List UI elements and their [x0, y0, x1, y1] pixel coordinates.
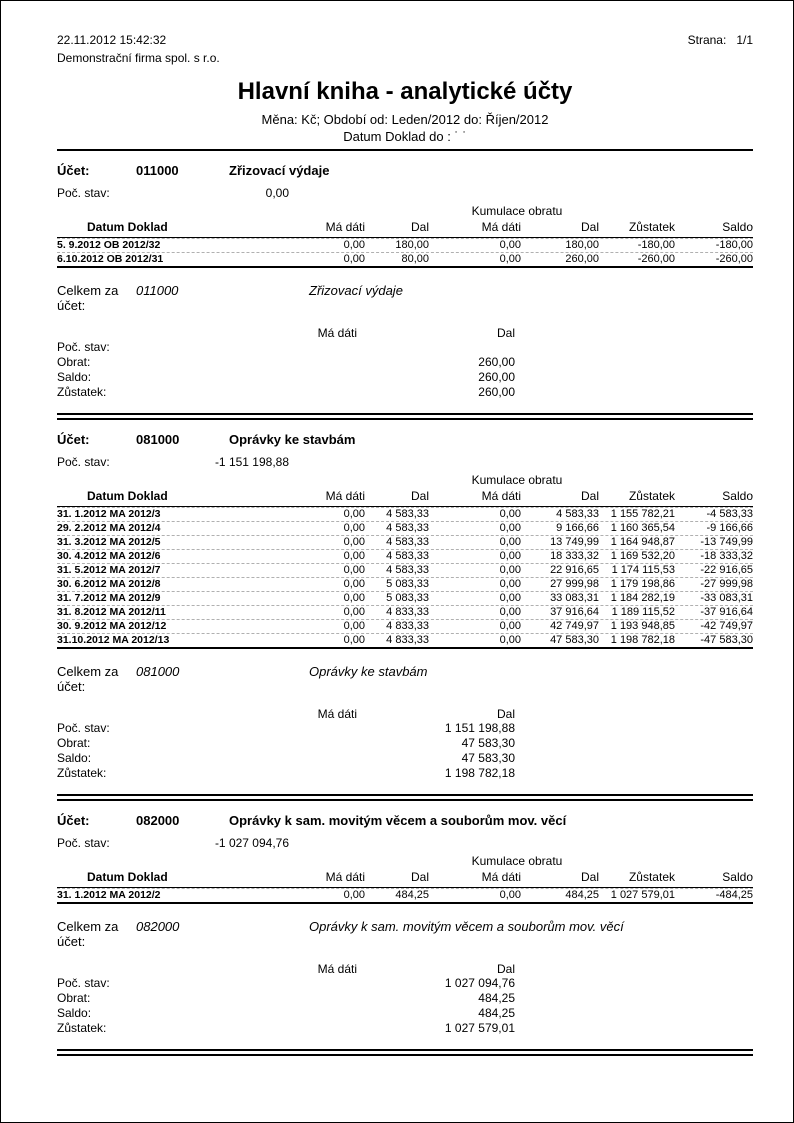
- cell-amount: 0,00: [343, 239, 365, 251]
- summary-rows: [57, 721, 753, 781]
- account-name: Zřizovací výdaje: [229, 163, 330, 178]
- summary-row-label: Zůstatek:: [57, 1021, 107, 1035]
- cell-amount: 4 833,33: [386, 634, 429, 646]
- section-separator: [57, 794, 753, 801]
- summary-dal-header: Dal: [496, 707, 515, 721]
- summary-madati-value: [237, 766, 357, 781]
- column-header: Saldo: [722, 870, 753, 884]
- summary-row: [57, 370, 753, 385]
- summary-madati-value: [237, 976, 357, 991]
- summary-madati-value: [237, 1021, 357, 1036]
- initial-state-row: [57, 836, 753, 850]
- account-header: [57, 163, 753, 178]
- cell-amount: 1 198 782,18: [610, 634, 675, 646]
- summary-madati-value: [237, 991, 357, 1006]
- summary-row-label: Obrat:: [57, 355, 91, 369]
- section-separator: [57, 413, 753, 420]
- cell-amount: 4 583,33: [386, 522, 429, 534]
- summary-account-number: 011000: [136, 283, 179, 298]
- page-indicator: [688, 33, 753, 47]
- cell-amount: -47 583,30: [700, 634, 753, 646]
- column-header: Dal: [410, 220, 429, 234]
- page-label: Strana:: [687, 33, 727, 47]
- cell-amount: 0,00: [343, 522, 365, 534]
- table-row: [57, 633, 753, 647]
- summary-dal-value: 47 583,30: [461, 736, 515, 750]
- cell-amount: 0,00: [499, 592, 521, 604]
- cumulation-label: Kumulace obratu: [471, 854, 563, 868]
- summary-account-name: Zřizovací výdaje: [309, 283, 403, 298]
- account-section: [57, 813, 753, 1056]
- cell-amount: 0,00: [343, 253, 365, 265]
- report-subtitle: Měna: Kč; Období od: Leden/2012 do: Říjen/2012: [261, 112, 549, 127]
- cumulation-label: Kumulace obratu: [471, 473, 563, 487]
- cell-date-doklad: 29. 2.2012 MA 2012/4: [57, 522, 161, 534]
- cell-amount: -260,00: [715, 253, 753, 265]
- summary-madati-value: [237, 385, 357, 400]
- cell-amount: 484,25: [395, 889, 429, 901]
- summary-madati-value: [237, 721, 357, 736]
- column-header: Datum Doklad: [87, 220, 168, 234]
- account-name: Oprávky k sam. movitým věcem a souborům mov. věcí: [229, 813, 567, 828]
- cell-amount: 4 833,33: [386, 620, 429, 632]
- cell-amount: 0,00: [499, 620, 521, 632]
- summary-dal-value: 1 198 782,18: [444, 766, 515, 780]
- summary-dal-value: 260,00: [478, 355, 515, 369]
- summary-madati-value: [237, 340, 357, 355]
- cell-amount: 33 083,31: [550, 592, 599, 604]
- cell-date-doklad: 30. 9.2012 MA 2012/12: [57, 620, 167, 632]
- total-for-account-label: Celkem za účet:: [57, 919, 119, 949]
- cell-amount: 0,00: [343, 508, 365, 520]
- summary-row: [57, 736, 753, 751]
- table-row: [57, 549, 753, 563]
- cell-amount: 42 749,97: [550, 620, 599, 632]
- cell-amount: -180,00: [637, 239, 675, 251]
- table-row: [57, 535, 753, 549]
- table-row: [57, 888, 753, 902]
- summary-madati-value: [237, 1006, 357, 1021]
- cell-amount: 0,00: [343, 578, 365, 590]
- initial-state-label: Poč. stav:: [57, 455, 110, 469]
- initial-state-value: -1 151 198,88: [214, 455, 289, 469]
- table-row: [57, 591, 753, 605]
- column-header: Datum Doklad: [87, 870, 168, 884]
- account-number: 011000: [136, 163, 179, 178]
- sections: [57, 163, 753, 1056]
- account-number: 081000: [136, 432, 180, 447]
- cell-amount: 0,00: [499, 550, 521, 562]
- summary-row-label: Saldo:: [57, 1006, 92, 1020]
- cell-amount: -484,25: [715, 889, 753, 901]
- summary-row: [57, 721, 753, 736]
- column-header: Má dáti: [325, 220, 365, 234]
- date-filter-value: ˙ ˙: [454, 129, 467, 144]
- table-row: [57, 619, 753, 633]
- detail-header-row: [57, 489, 753, 507]
- initial-state-value: 0,00: [265, 186, 289, 200]
- account-number: 082000: [136, 813, 180, 828]
- summary-dal-value: 47 583,30: [461, 751, 515, 765]
- cell-date-doklad: 31. 5.2012 MA 2012/7: [57, 564, 161, 576]
- account-header: [57, 813, 753, 828]
- date-filter-label: Datum Doklad do :: [343, 129, 451, 144]
- cell-amount: 1 164 948,87: [610, 536, 675, 548]
- column-header: Zůstatek: [628, 870, 675, 884]
- account-summary: [57, 283, 753, 400]
- report-title: Hlavní kniha - analytické účty: [237, 78, 573, 105]
- total-for-account-label: Celkem za účet:: [57, 664, 119, 694]
- summary-header-row: [57, 326, 753, 340]
- cell-amount: 0,00: [499, 889, 521, 901]
- cell-date-doklad: 31. 7.2012 MA 2012/9: [57, 592, 161, 604]
- summary-account-name: Oprávky k sam. movitým věcem a souborům mov. věcí: [309, 919, 624, 934]
- cell-date-doklad: 31. 1.2012 MA 2012/3: [57, 508, 161, 520]
- cell-amount: -260,00: [637, 253, 675, 265]
- date-filter-line: [57, 129, 753, 144]
- cell-amount: 80,00: [401, 253, 429, 265]
- summary-row: [57, 385, 753, 400]
- cell-amount: 9 166,66: [556, 522, 599, 534]
- section-separator: [57, 1049, 753, 1056]
- cell-amount: 5 083,33: [386, 592, 429, 604]
- table-row: [57, 563, 753, 577]
- cell-amount: 4 583,33: [386, 550, 429, 562]
- cell-amount: 5 083,33: [386, 578, 429, 590]
- initial-state-row: [57, 186, 753, 200]
- cell-amount: 18 333,32: [550, 550, 599, 562]
- cell-amount: 260,00: [565, 253, 599, 265]
- table-row: [57, 238, 753, 252]
- summary-dal-value: 484,25: [478, 1006, 515, 1020]
- cell-amount: 0,00: [499, 634, 521, 646]
- summary-madati-value: [237, 355, 357, 370]
- summary-madati-header: Má dáti: [317, 707, 357, 721]
- summary-title-row: [57, 664, 753, 694]
- account-header: [57, 432, 753, 447]
- summary-dal-value: 484,25: [478, 991, 515, 1005]
- cell-amount: 4 583,33: [556, 508, 599, 520]
- column-header: Zůstatek: [628, 220, 675, 234]
- cell-amount: 27 999,98: [550, 578, 599, 590]
- cell-amount: 484,25: [565, 889, 599, 901]
- detail-header-row: [57, 870, 753, 888]
- summary-account-number: 081000: [136, 664, 180, 679]
- total-for-account-label: Celkem za účet:: [57, 283, 119, 313]
- cumulation-label: Kumulace obratu: [471, 204, 563, 218]
- cell-date-doklad: 31. 1.2012 MA 2012/2: [57, 889, 161, 901]
- cell-amount: 0,00: [499, 239, 521, 251]
- cell-amount: 4 583,33: [386, 536, 429, 548]
- account-summary: [57, 919, 753, 1036]
- cell-amount: 37 916,64: [550, 606, 599, 618]
- column-header: Saldo: [722, 220, 753, 234]
- summary-row-label: Saldo:: [57, 370, 92, 384]
- summary-row: [57, 1021, 753, 1036]
- initial-state-label: Poč. stav:: [57, 836, 110, 850]
- cell-amount: 4 583,33: [386, 564, 429, 576]
- cell-amount: 1 174 115,53: [611, 564, 675, 576]
- initial-state-value: -1 027 094,76: [214, 836, 289, 850]
- summary-rows: [57, 340, 753, 400]
- summary-dal-value: 260,00: [478, 385, 515, 399]
- cell-amount: 0,00: [499, 508, 521, 520]
- summary-title-row: [57, 919, 753, 949]
- summary-madati-header: Má dáti: [317, 326, 357, 340]
- summary-title-row: [57, 283, 753, 313]
- summary-dal-value: 1 151 198,88: [444, 721, 515, 735]
- cell-amount: 0,00: [499, 536, 521, 548]
- summary-row-label: Poč. stav:: [57, 721, 110, 735]
- account-label: Účet:: [57, 163, 90, 178]
- summary-dal-header: Dal: [496, 326, 515, 340]
- cell-amount: 0,00: [343, 606, 365, 618]
- cell-amount: 1 169 532,20: [610, 550, 675, 562]
- cell-amount: 1 160 365,54: [610, 522, 675, 534]
- column-header: Má dáti: [325, 870, 365, 884]
- table-row: [57, 507, 753, 521]
- cell-amount: 4 833,33: [386, 606, 429, 618]
- summary-header-row: [57, 962, 753, 976]
- cell-amount: 1 027 579,01: [610, 889, 675, 901]
- cell-amount: 1 189 115,52: [611, 606, 675, 618]
- cell-amount: 47 583,30: [550, 634, 599, 646]
- summary-row-label: Saldo:: [57, 751, 92, 765]
- cell-amount: 0,00: [499, 253, 521, 265]
- cell-date-doklad: 31.10.2012 MA 2012/13: [57, 634, 170, 646]
- cell-amount: -180,00: [715, 239, 753, 251]
- cell-amount: -18 333,32: [700, 550, 753, 562]
- cell-date-doklad: 30. 6.2012 MA 2012/8: [57, 578, 161, 590]
- cell-amount: 180,00: [395, 239, 429, 251]
- column-header: Dal: [580, 870, 599, 884]
- column-header: Dal: [580, 489, 599, 503]
- detail-header-row: [57, 220, 753, 238]
- cell-amount: 0,00: [343, 564, 365, 576]
- company-name: Demonstrační firma spol. s r.o.: [57, 51, 220, 65]
- summary-row: [57, 991, 753, 1006]
- cell-date-doklad: 31. 8.2012 MA 2012/11: [57, 606, 166, 618]
- cell-amount: -13 749,99: [700, 536, 753, 548]
- cell-amount: 13 749,99: [550, 536, 599, 548]
- column-header: Dal: [410, 870, 429, 884]
- cell-amount: -22 916,65: [700, 564, 753, 576]
- detail-rows: [57, 238, 753, 268]
- cell-amount: 1 155 782,21: [610, 508, 675, 520]
- table-row: [57, 577, 753, 591]
- cell-amount: -42 749,97: [700, 620, 753, 632]
- cell-amount: 0,00: [499, 606, 521, 618]
- cell-amount: 1 193 948,85: [610, 620, 675, 632]
- summary-madati-header: Má dáti: [317, 962, 357, 976]
- header-rule: [57, 149, 753, 151]
- cell-amount: 0,00: [499, 522, 521, 534]
- summary-row: [57, 976, 753, 991]
- initial-state-label: Poč. stav:: [57, 186, 110, 200]
- summary-madati-value: [237, 751, 357, 766]
- summary-madati-value: [237, 370, 357, 385]
- cell-amount: 1 184 282,19: [610, 592, 675, 604]
- summary-row: [57, 355, 753, 370]
- table-row: [57, 605, 753, 619]
- column-header: Zůstatek: [628, 489, 675, 503]
- cell-amount: 0,00: [343, 889, 365, 901]
- account-label: Účet:: [57, 813, 90, 828]
- column-header: Má dáti: [325, 489, 365, 503]
- cell-amount: 0,00: [343, 550, 365, 562]
- summary-row-label: Obrat:: [57, 736, 91, 750]
- cell-amount: 4 583,33: [386, 508, 429, 520]
- summary-row-label: Poč. stav:: [57, 340, 110, 354]
- summary-madati-value: [237, 736, 357, 751]
- column-header: Saldo: [722, 489, 753, 503]
- cell-amount: 0,00: [499, 564, 521, 576]
- cell-date-doklad: 30. 4.2012 MA 2012/6: [57, 550, 161, 562]
- detail-rows: [57, 507, 753, 649]
- report-content: [1, 1, 753, 1056]
- cell-amount: -4 583,33: [706, 508, 753, 520]
- summary-row: [57, 340, 753, 355]
- column-header: Má dáti: [481, 220, 521, 234]
- summary-row: [57, 1006, 753, 1021]
- summary-account-number: 082000: [136, 919, 180, 934]
- summary-dal-value: [357, 340, 515, 355]
- cell-amount: -9 166,66: [706, 522, 753, 534]
- account-section: [57, 432, 753, 801]
- cell-date-doklad: 6.10.2012 OB 2012/31: [57, 253, 164, 265]
- account-label: Účet:: [57, 432, 90, 447]
- summary-row: [57, 751, 753, 766]
- summary-row-label: Obrat:: [57, 991, 91, 1005]
- summary-dal-value: 1 027 094,76: [444, 976, 515, 990]
- column-header: Dal: [410, 489, 429, 503]
- summary-row-label: Poč. stav:: [57, 976, 110, 990]
- account-name: Oprávky ke stavbám: [229, 432, 356, 447]
- detail-rows: [57, 888, 753, 904]
- account-summary: [57, 664, 753, 781]
- summary-dal-header: Dal: [496, 962, 515, 976]
- summary-account-name: Oprávky ke stavbám: [309, 664, 428, 679]
- initial-state-row: [57, 455, 753, 469]
- column-header: Dal: [580, 220, 599, 234]
- summary-header-row: [57, 707, 753, 721]
- page-number: 1/1: [736, 33, 753, 47]
- table-row: [57, 521, 753, 535]
- cell-amount: 1 179 198,86: [610, 578, 675, 590]
- cell-amount: 0,00: [343, 620, 365, 632]
- cell-amount: 0,00: [343, 634, 365, 646]
- column-header: Má dáti: [481, 870, 521, 884]
- cell-amount: -27 999,98: [700, 578, 753, 590]
- cell-amount: 0,00: [343, 536, 365, 548]
- cell-date-doklad: 5. 9.2012 OB 2012/32: [57, 239, 161, 251]
- column-header: Má dáti: [481, 489, 521, 503]
- cell-amount: -33 083,31: [700, 592, 753, 604]
- summary-row: [57, 766, 753, 781]
- cell-amount: 0,00: [343, 592, 365, 604]
- account-section: [57, 163, 753, 420]
- cell-amount: 22 916,65: [550, 564, 599, 576]
- cell-amount: 0,00: [499, 578, 521, 590]
- summary-rows: [57, 976, 753, 1036]
- summary-row-label: Zůstatek:: [57, 766, 107, 780]
- cell-amount: 180,00: [565, 239, 599, 251]
- summary-row-label: Zůstatek:: [57, 385, 107, 399]
- table-row: [57, 252, 753, 266]
- print-datetime: 22.11.2012 15:42:32: [57, 33, 167, 47]
- report-meta-row: [57, 33, 753, 47]
- column-header: Datum Doklad: [87, 489, 168, 503]
- cell-date-doklad: 31. 3.2012 MA 2012/5: [57, 536, 161, 548]
- summary-dal-value: 260,00: [478, 370, 515, 384]
- cell-amount: -37 916,64: [700, 606, 753, 618]
- summary-dal-value: 1 027 579,01: [444, 1021, 515, 1035]
